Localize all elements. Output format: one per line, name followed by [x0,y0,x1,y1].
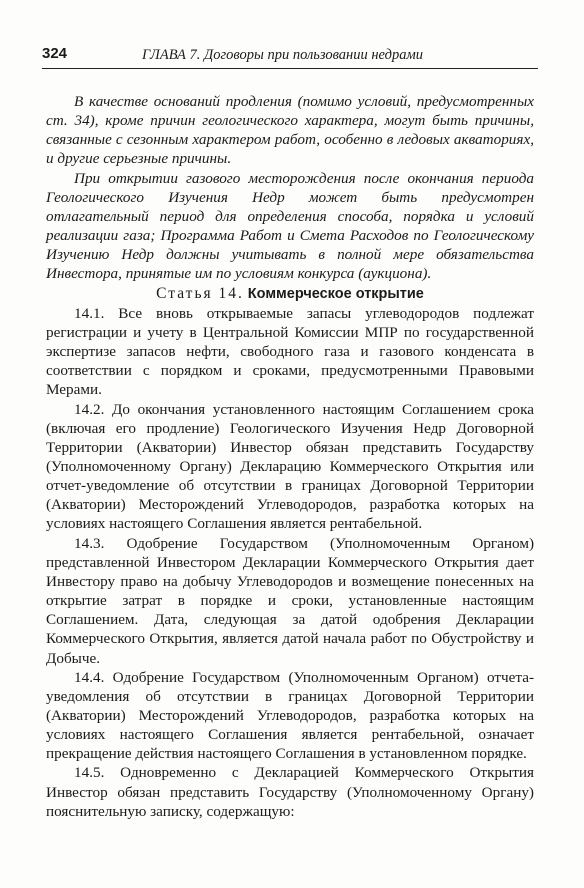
article-paragraph: 14.2. До окончания установленного настоящим Соглашением срока (включая его продление) Геологического Изучения Недр Договорной Территории (Акватории) Инвестор обязан представить Государству (Уполномоченному Органу) Декларацию Коммерческого Открытия или отчет-уведомление об отсутствии в границах Договорной Территории (Акватории) Месторождений Углеводородов, разработка которых на условиях настоящего Соглашения является рентабельной. [46,400,534,533]
page-number: 324 [42,45,68,62]
page-body [46,92,534,821]
page-header [42,44,538,69]
article-paragraph: 14.1. Все вновь открываемые запасы углеводородов подлежат регистрации и учету в Центральной Комиссии МПР по государственной экспертизе запасов нефти, свободного газа и газового конденсата в соответствии с порядком и сроками, предусмотренными Правовыми Мерами. [46,304,534,399]
section-heading [46,284,534,304]
article-paragraph: 14.5. Одновременно с Декларацией Коммерческого Открытия Инвестор обязан представить Государству (Уполномоченному Органу) пояснительную записку, содержащую: [46,764,534,820]
intro-paragraph: При открытии газового месторождения после окончания периода Геологического Изучения Недр может быть предусмотрен отлагательный период для определения способа, порядка и условий реализации газа; Программа Работ и Смета Расходов по Геологическому Изучению Недр должны учитывать в полной мере обязательства Инвестора, принятые им по условиям конкурса (аукциона). [46,169,534,283]
article-paragraph: 14.3. Одобрение Государством (Уполномоченным Органом) представленной Инвестором Декларации Коммерческого Открытия дает Инвестору право на добычу Углеводородов и возмещение понесенных на открытие затрат в порядке и сроки, установленные настоящим Соглашением. Дата, следующая за датой одобрения Декларации Коммерческого Открытия, является датой начала работ по Обустройству и Добыче. [46,534,534,667]
article-paragraph: 14.4. Одобрение Государством (Уполномоченным Органом) отчета-уведомления об отсутствии в границах Договорной Территории (Акватории) Месторождений Углеводородов, разработка которых на условиях настоящего Соглашения является рентабельной, означает прекращение действия настоящего Соглашения в установленном порядке. [46,668,534,763]
running-head: ГЛАВА 7. Договоры при пользовании недрами [142,47,423,63]
section-label: Статья 14. [156,284,244,302]
section-title: Коммерческое открытие [247,285,424,302]
intro-paragraph: В качестве оснований продления (помимо условий, предусмотренных ст. 34), кроме причин геологического характера, могут быть причины, связанные с сезонным характером работ, особенно в ледовых акваториях, и другие серьезные причины. [46,93,534,168]
